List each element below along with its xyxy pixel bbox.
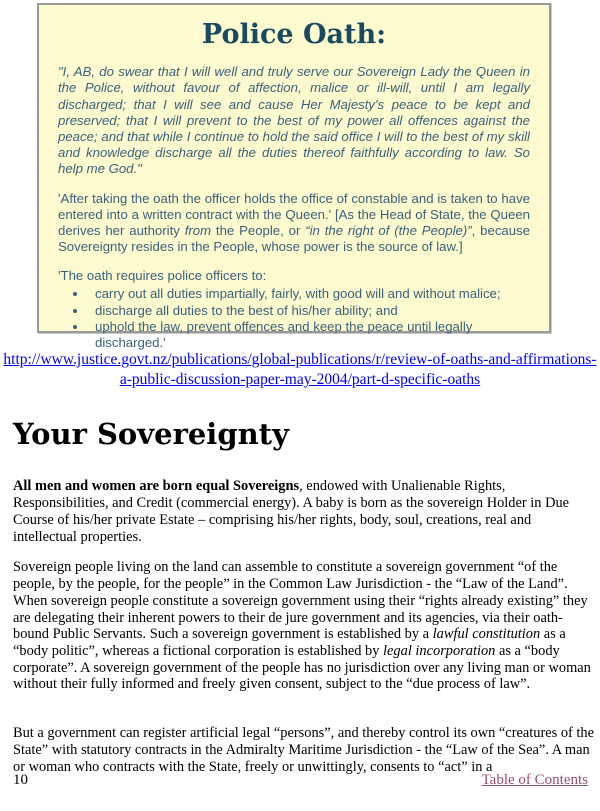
- source-url-line2: a-public-discussion-paper-may-2004/part-d-specific-oaths: [119, 371, 481, 389]
- paragraph-text-run: as a “body corporate”. A sovereign government of the people has no jurisdiction over any living man or woman without their fully informed and freely given consent, subject to the “due process of law”.: [13, 642, 591, 693]
- body-paragraph-2: [13, 559, 595, 693]
- requirement-item: • uphold the law, prevent offences and keep the peace until legally discharged.': [88, 319, 530, 351]
- requirements-intro: 'The oath requires police officers to:: [58, 268, 267, 284]
- paragraph-text-run: , endowed with Unalienable Rights, Responsibilities, and Credit (commercial energy). A baby is born as the sovereign Holder in Due Course of his/her private Estate – comprising his/her rights, body, soul, creations, real and intellectual properties.: [13, 478, 570, 545]
- oath-text-paragraph: "I, AB, do swear that I will well and truly serve our Sovereign Lady the Queen in the Police, without favour of affection, malice or ill-will, until I am legally discharged; that I will see and cause Her Majesty's peace to be kept and preserved; that I will prevent to the best of my power all offences against the peace; and that while I continue to hold the said office I will to the best of my skill and knowledge discharge all the duties thereof faithfully according to law. So help me God.": [58, 64, 530, 176]
- paragraph-italic-run: lawful constitution: [432, 626, 541, 643]
- constable-italic-run: from: [184, 223, 212, 239]
- table-of-contents-link[interactable]: Table of Contents: [481, 772, 588, 788]
- constable-text-run: , because Sovereignty resides in the People, whose power is the source of law.]: [58, 223, 531, 255]
- body-paragraph-3: But a government can register artificial legal “persons”, and thereby control its own “creatures of the State” with statutory contracts in the Admiralty Maritime Jurisdiction - the “Law of the Sea”. A man or woman who contracts with the State, freely or unwittingly, consents to “act” in a: [13, 725, 594, 775]
- page-number: 10: [13, 772, 28, 788]
- paragraph-bold-run: All men and women are born equal Sovereigns: [13, 478, 300, 495]
- section-heading: Your Sovereignty: [13, 417, 289, 451]
- paragraph-text-run: as a “body politic”, whereas a fictional corporation is established by: [13, 626, 566, 659]
- constable-text-run: 'After taking the oath the officer holds the office of constable and is taken to have entered into a written contract with the Queen.' [As the Head of State, the Queen derives her authority: [58, 191, 530, 239]
- requirements-list: [58, 286, 530, 350]
- oath-box-title: Police Oath:: [201, 19, 387, 50]
- source-url-link[interactable]: [0, 350, 600, 391]
- paragraph-italic-run: legal incorporation: [383, 642, 496, 659]
- paragraph-text-run: Sovereign people living on the land can assemble to constitute a sovereign government “of the people, by the people, for the people” in the Common Law Jurisdiction - the “Law of the Land”. When sovereign people constitute a sovereign government using their “rights already existing” they are delegating their inherent powers to their de jure government and its agencies, via their oath-bound Public Servants. Such a sovereign government is established by a: [13, 559, 588, 643]
- requirement-item: • discharge all duties to the best of his/her ability; and: [88, 303, 530, 319]
- body-paragraph-1: [13, 478, 595, 545]
- source-link-block: [0, 350, 600, 391]
- requirement-item: • carry out all duties impartially, fairly, with good will and without malice;: [88, 286, 530, 302]
- constable-paragraph: [58, 191, 530, 255]
- constable-italic-run: “in the right of (the People)”: [305, 223, 472, 239]
- constable-text-run: the People, or: [211, 223, 306, 239]
- police-oath-box: [37, 3, 551, 350]
- source-url-line1: http://www.justice.govt.nz/publications/global-publications/r/review-of-oaths-and-affirmations-: [3, 351, 597, 368]
